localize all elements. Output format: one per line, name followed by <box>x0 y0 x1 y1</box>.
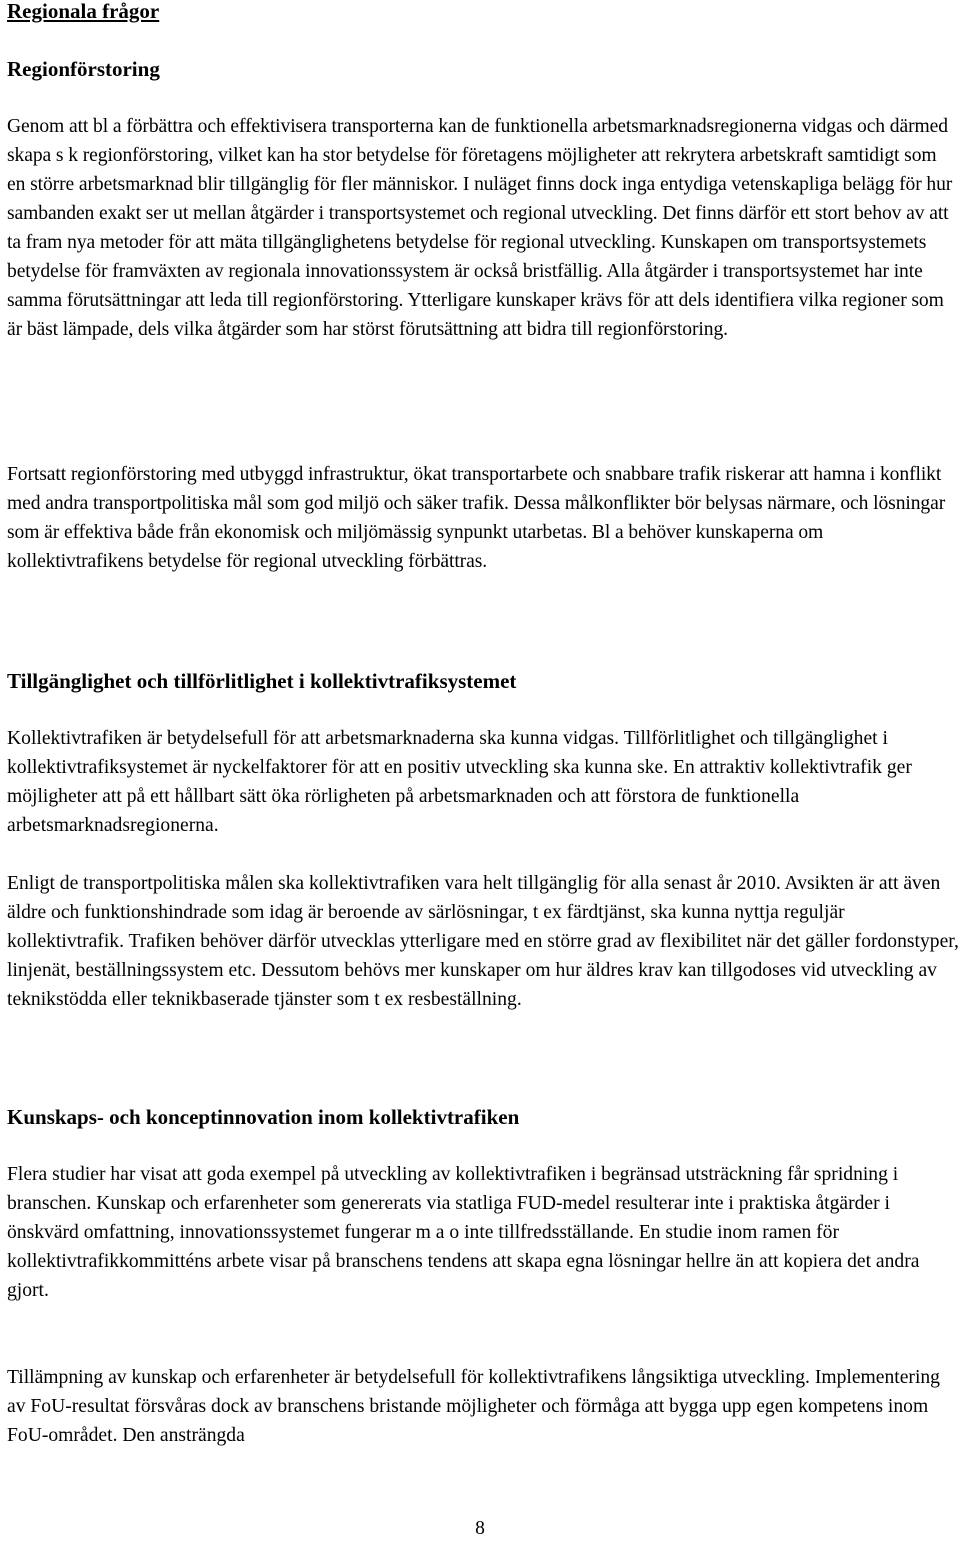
page-number: 8 <box>475 1518 485 1539</box>
paragraph: Enligt de transportpolitiska målen ska kollektivtrafiken vara helt tillgänglig för alla senast år 2010. Avsikten är att även äldre och funktionshindrade som idag är beroende av särlösningar, t ex färdtjänst, ska kunna nyttja reguljär kollektivtrafik. Trafiken behöver därför utvecklas ytterligare med en större grad av flexibilitet när det gäller fordonstyper, linjenät, beställningssystem etc. Dessutom behövs mer kunskaper om hur äldres krav kan tillgodoses vid utveckling av teknikstödda eller teknikbaserade tjänster som t ex resbeställning. <box>7 873 959 1010</box>
paragraph: Tillämpning av kunskap och erfarenheter är betydelsefull för kollektivtrafikens långsiktiga utveckling. Implementering av FoU-resultat försvåras dock av branschens bristande möjligheter och förmåga att bygga upp egen kompetens inom FoU-området. Den ansträngda <box>7 1367 940 1446</box>
section-heading-kunskaps-och-konceptinnovation: Kunskaps- och konceptinnovation inom kollektivtrafiken <box>7 1105 520 1129</box>
section-heading-tillganglighet: Tillgänglighet och tillförlitlighet i kollektivtrafiksystemet <box>7 669 517 693</box>
document-title: Regionala frågor <box>7 0 160 23</box>
paragraph: Genom att bl a förbättra och effektivisera transporterna kan de funktionella arbetsmarknadsregionerna vidgas och därmed skapa s k regionförstoring, vilket kan ha stor betydelse för företagens möjligheter att rekrytera arbetskraft samtidigt som en större arbetsmarknad blir tillgänglig för fler människor. I nuläget finns dock inga entydiga vetenskapliga belägg för hur sambanden exakt ser ut mellan åtgärder i transportsystemet och regional utveckling. Det finns därför ett stort behov av att ta fram nya metoder för att mäta tillgänglighetens betydelse för regional utveckling. Kunskapen om transportsystemets betydelse för framväxten av regionala innovationssystem är också bristfällig. Alla åtgärder i transportsystemet har inte samma förutsättningar att leda till regionförstoring. Ytterligare kunskaper krävs för att dels identifiera vilka regioner som är bäst lämpade, dels vilka åtgärder som har störst förutsättning att bidra till regionförstoring. <box>7 116 953 340</box>
section-heading-regionforstoring: Regionförstoring <box>7 57 160 81</box>
paragraph: Flera studier har visat att goda exempel på utveckling av kollektivtrafiken i begränsad utsträckning får spridning i branschen. Kunskap och erfarenheter som genererats via statliga FUD-medel resulterar inte i praktiska åtgärder i önskvärd omfattning, innovationssystemet fungerar m a o inte tillfredsställande. En studie inom ramen för kollektivtrafikkommitténs arbete visar på branschens tendens att skapa egna lösningar hellre än att kopiera det andra gjort. <box>7 1164 920 1301</box>
paragraph: Fortsatt regionförstoring med utbyggd infrastruktur, ökat transportarbete och snabbare trafik riskerar att hamna i konflikt med andra transportpolitiska mål som god miljö och säker trafik. Dessa målkonflikter bör belysas närmare, och lösningar som är effektiva både från ekonomisk och miljömässig synpunkt utarbetas. Bl a behöver kunskaperna om kollektivtrafikens betydelse för regional utveckling förbättras. <box>7 464 946 572</box>
paragraph: Kollektivtrafiken är betydelsefull för att arbetsmarknaderna ska kunna vidgas. Tillförlitlighet och tillgänglighet i kollektivtrafiksystemet är nyckelfaktorer för att en positiv utveckling ska kunna ske. En attraktiv kollektivtrafik ger möjligheter att på ett hållbart sätt öka rörligheten på arbetsmarknaden och att förstora de funktionella arbetsmarknadsregionerna. <box>7 728 912 836</box>
